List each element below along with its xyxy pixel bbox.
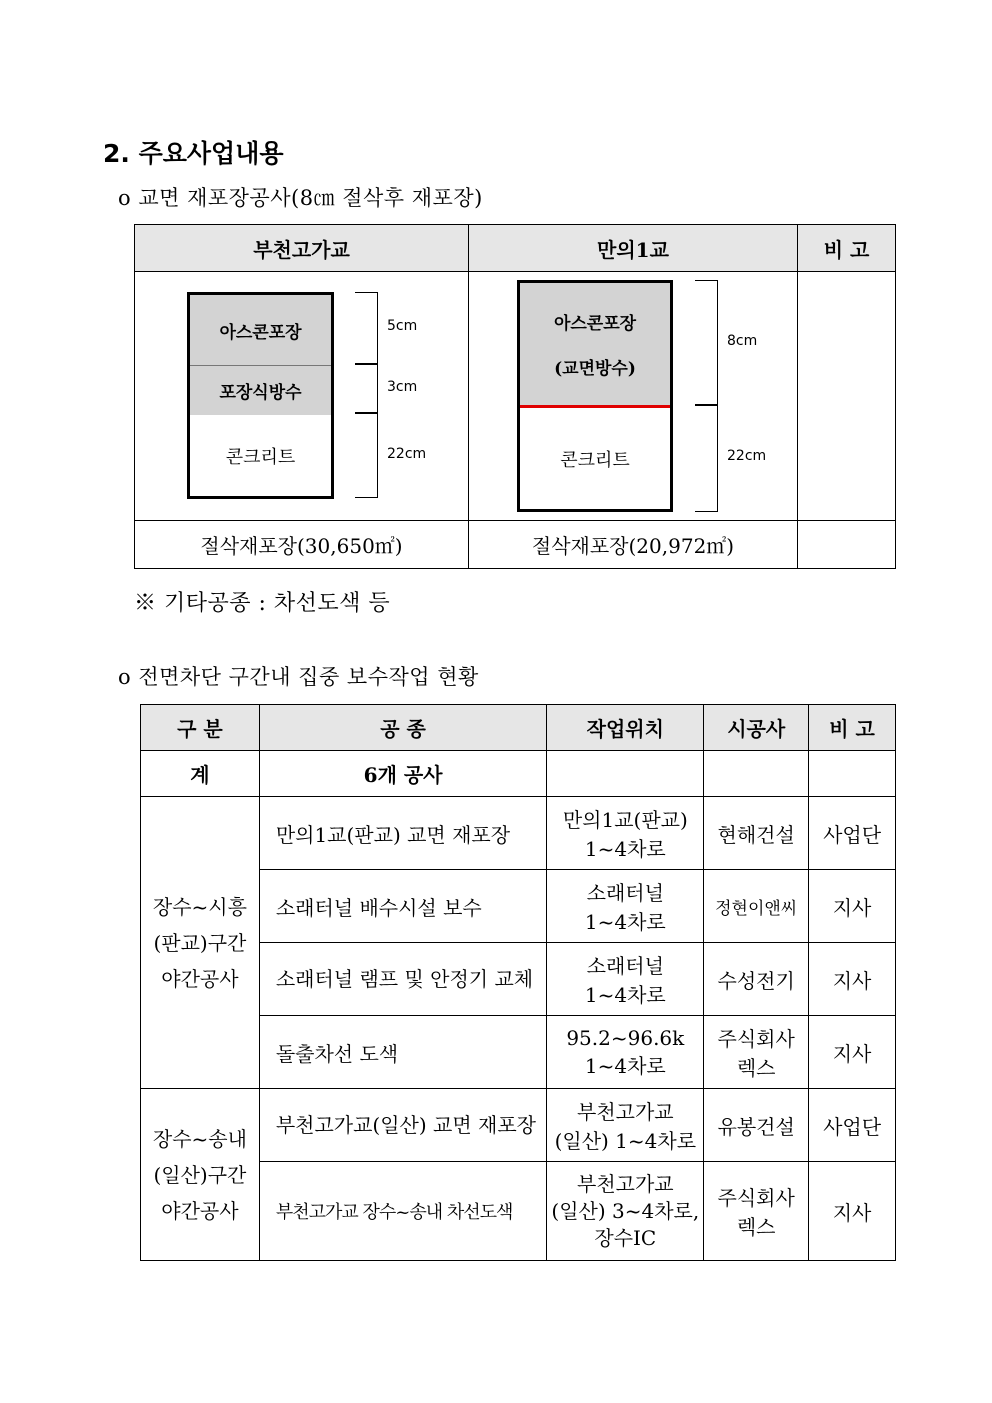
footer-bucheon: 절삭재포장(30,650㎡)	[135, 521, 469, 569]
dim-5cm: 5cm	[387, 318, 418, 334]
left-section-column	[187, 292, 334, 499]
contractor-line: 주식회사	[717, 1027, 795, 1051]
contractor-cell	[704, 797, 809, 870]
location-line: 만의1교(판교)	[562, 808, 688, 832]
group-label	[141, 797, 260, 1089]
location-line: 부천고가교	[577, 1100, 674, 1124]
work-cell: 소래터널 램프 및 안정기 교체	[259, 943, 547, 1016]
group-label-line: (일산)구간	[153, 1162, 247, 1187]
table-row	[141, 1089, 896, 1162]
dim-bracket-22cm-right	[695, 404, 718, 512]
dim-22cm: 22cm	[387, 446, 427, 462]
contractor-line: 수성전기	[717, 968, 795, 993]
right-section-column	[517, 280, 673, 512]
dim-8cm: 8cm	[727, 333, 758, 349]
header-contractor: 시공사	[704, 705, 809, 751]
contractor-line: 렉스	[736, 1056, 776, 1080]
remark-cell: 지사	[809, 870, 896, 943]
footer-remark	[798, 521, 896, 569]
remark-cell: 사업단	[809, 797, 896, 870]
waterproof-layer: 포장식방수	[190, 366, 331, 415]
remark-cell: 사업단	[809, 1089, 896, 1162]
location-line: 1~4차로	[584, 910, 666, 934]
group-label	[141, 1089, 260, 1261]
location-line: 1~4차로	[584, 837, 666, 861]
group-label-line: 야간공사	[161, 1198, 239, 1223]
location-cell	[547, 797, 704, 870]
contractor-cell	[704, 943, 809, 1016]
total-value: 6개 공사	[259, 751, 547, 797]
dim-bracket-22cm	[355, 412, 378, 498]
location-line: 소래터널	[586, 881, 664, 905]
left-diagram	[135, 272, 468, 520]
location-line: 1~4차로	[584, 1053, 666, 1078]
contractor-cell	[704, 1089, 809, 1162]
location-line: 소래터널	[586, 954, 664, 978]
contractor-cell	[704, 870, 809, 943]
header-manui: 만의1교	[469, 225, 798, 272]
group-label-line: 장수~시흥	[152, 894, 247, 919]
table-row	[141, 797, 896, 870]
note-text: ※ 기타공종 : 차선도색 등	[134, 591, 391, 616]
location-cell	[547, 1089, 704, 1162]
dim-22cm-right: 22cm	[727, 448, 767, 464]
contractor-line: 현해건설	[717, 822, 795, 847]
footer-manui: 절삭재포장(20,972㎡)	[469, 521, 798, 569]
remark-cell: 지사	[809, 943, 896, 1016]
page-heading: 2. 주요사업내용	[103, 139, 284, 168]
location-line: 장수IC	[594, 1225, 657, 1250]
location-line: 95.2~96.6k	[566, 1025, 685, 1050]
section1-title: o 교면 재포장공사(8㎝ 절삭후 재포장)	[118, 186, 483, 210]
group-label-line: (판교)구간	[153, 930, 247, 955]
pavement-table	[134, 224, 896, 569]
work-cell: 돌출차선 도색	[259, 1016, 547, 1089]
contractor-cell	[704, 1016, 809, 1089]
location-line: 부천고가교	[577, 1171, 674, 1196]
location-cell	[547, 1016, 704, 1089]
repair-table	[140, 704, 896, 1261]
waterproof-label: (교면방수)	[554, 359, 636, 379]
right-diagram	[469, 272, 797, 520]
location-line: (일산) 1~4차로	[554, 1129, 697, 1153]
work-cell: 부천고가교 장수~송내 차선도색	[259, 1162, 547, 1261]
dim-bracket-5cm	[355, 292, 378, 365]
total-empty-2	[704, 751, 809, 797]
dim-3cm: 3cm	[387, 379, 418, 395]
location-line: (일산) 3~4차로,	[551, 1198, 700, 1223]
header-remark: 비 고	[798, 225, 896, 272]
section2-title: o 전면차단 구간내 집중 보수작업 현황	[118, 665, 479, 689]
group-label-line: 장수~송내	[152, 1126, 247, 1151]
location-cell	[547, 1162, 704, 1261]
remark-cell	[798, 272, 896, 521]
header-remark2: 비 고	[809, 705, 896, 751]
header-location: 작업위치	[547, 705, 704, 751]
total-empty-1	[547, 751, 704, 797]
right-diagram-cell	[469, 272, 798, 521]
location-cell	[547, 943, 704, 1016]
work-cell: 부천고가교(일산) 교면 재포장	[259, 1089, 547, 1162]
dim-bracket-3cm	[355, 363, 378, 414]
concrete-layer: 콘크리트	[225, 446, 296, 468]
concrete-layer-right: 콘크리트	[560, 449, 630, 471]
contractor-line: 주식회사	[717, 1186, 795, 1210]
contractor-line: 정현이앤씨	[715, 898, 798, 919]
work-cell: 만의1교(판교) 교면 재포장	[259, 797, 547, 870]
asphalt-label: 아스콘포장	[553, 314, 637, 334]
contractor-line: 렉스	[736, 1215, 776, 1239]
dim-bracket-8cm	[695, 280, 718, 406]
header-category: 구 분	[141, 705, 260, 751]
asphalt-layer: 아스콘포장	[190, 295, 331, 366]
left-diagram-cell	[135, 272, 469, 521]
location-cell	[547, 870, 704, 943]
header-bucheon: 부천고가교	[135, 225, 469, 272]
total-empty-3	[809, 751, 896, 797]
asphalt-waterproof-layer	[520, 283, 670, 408]
work-cell: 소래터널 배수시설 보수	[259, 870, 547, 943]
remark-cell: 지사	[809, 1016, 896, 1089]
contractor-line: 유봉건설	[717, 1114, 795, 1139]
group-label-line: 야간공사	[161, 966, 239, 991]
total-label: 계	[141, 751, 260, 797]
location-line: 1~4차로	[584, 983, 666, 1007]
contractor-cell	[704, 1162, 809, 1261]
remark-cell: 지사	[809, 1162, 896, 1261]
header-work: 공 종	[259, 705, 547, 751]
